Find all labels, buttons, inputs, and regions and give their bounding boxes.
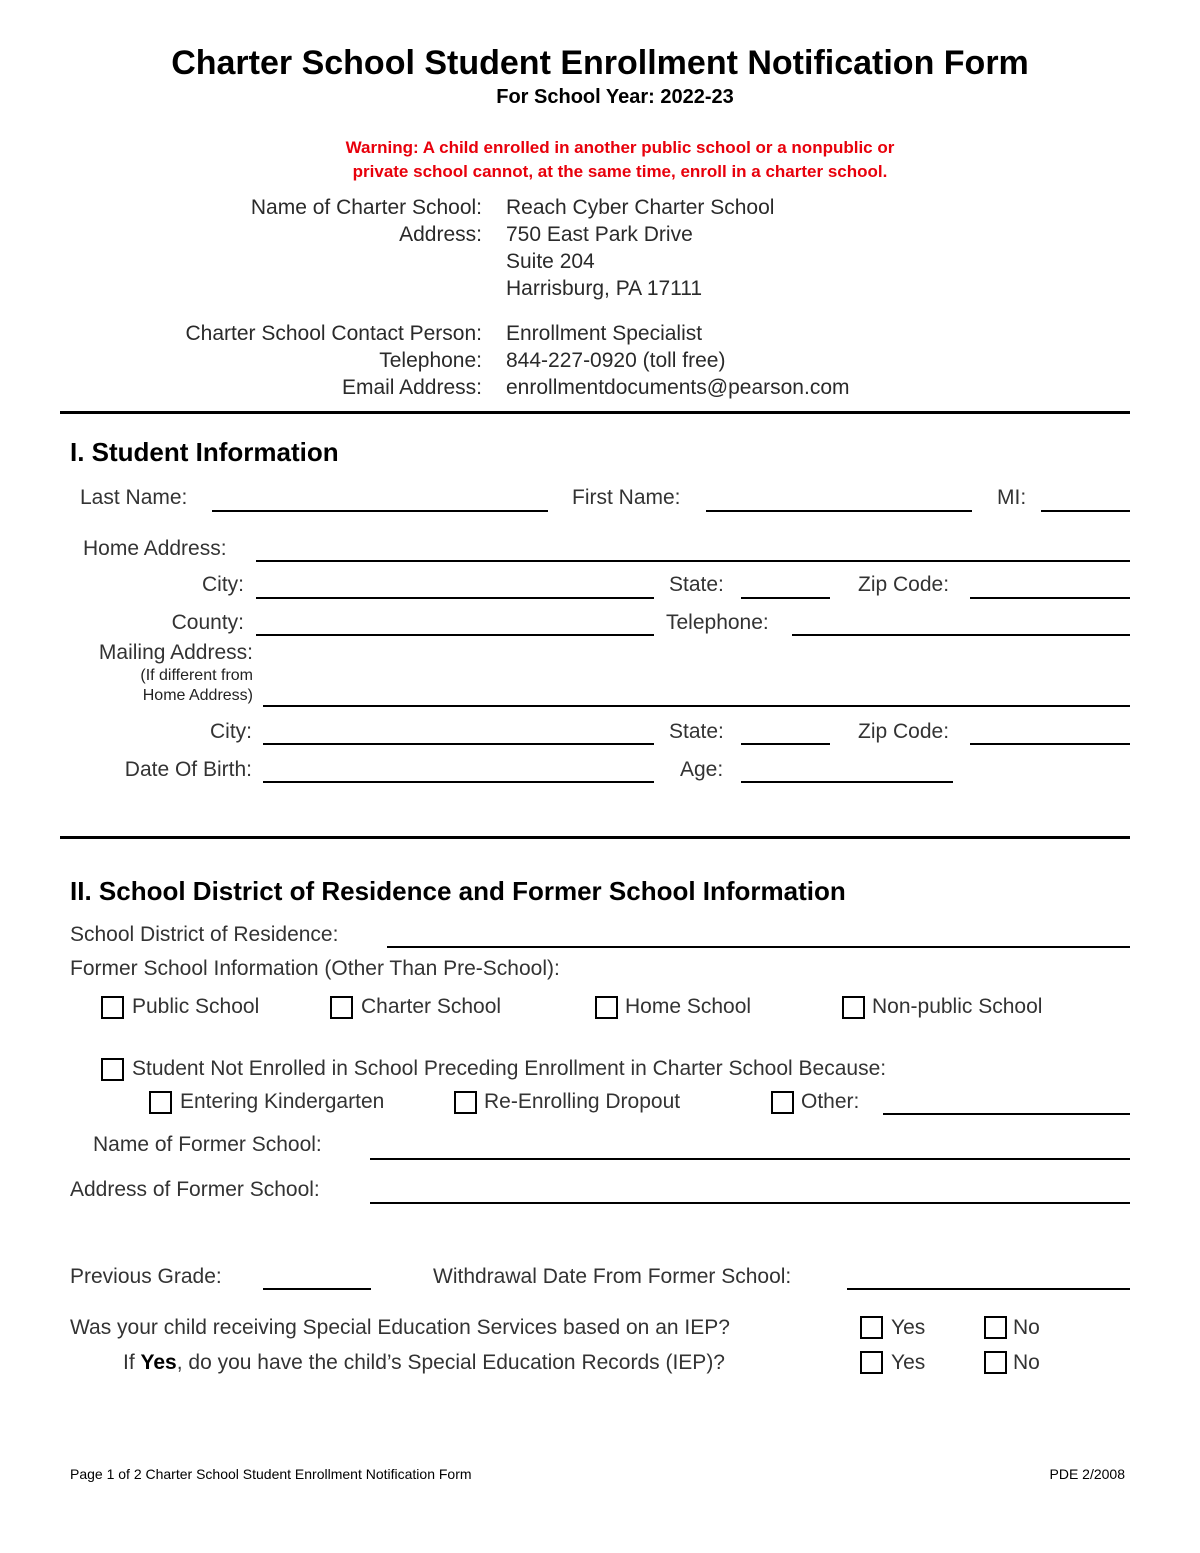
- kindergarten-label: Entering Kindergarten: [180, 1090, 385, 1113]
- records-question: [123, 1351, 725, 1375]
- county-field[interactable]: [256, 634, 654, 636]
- prev-grade-label: Previous Grade:: [70, 1265, 222, 1288]
- mailing-address-note: [140, 666, 253, 706]
- mailing-city-field[interactable]: [263, 743, 654, 745]
- records-prefix: If: [123, 1351, 141, 1374]
- address-line-1: 750 East Park Drive: [506, 223, 693, 246]
- form-title: Charter School Student Enrollment Notification Form: [171, 44, 1029, 82]
- telephone-label: Telephone:: [666, 611, 769, 634]
- state-label: State:: [669, 573, 724, 596]
- school-name-label: Name of Charter School:: [250, 196, 482, 219]
- phone-value: 844-227-0920 (toll free): [506, 349, 726, 372]
- school-name-value: Reach Cyber Charter School: [506, 196, 775, 219]
- divider-top: [60, 411, 1130, 414]
- records-yes-label: Yes: [891, 1351, 926, 1374]
- records-no-label: No: [1013, 1351, 1040, 1374]
- records-yes-checkbox[interactable]: [860, 1351, 883, 1374]
- district-field[interactable]: [387, 946, 1130, 948]
- warning-notice: [0, 136, 1200, 184]
- home-school-checkbox[interactable]: [595, 996, 618, 1019]
- mailing-address-field[interactable]: [263, 705, 1130, 707]
- city-field[interactable]: [256, 597, 654, 599]
- former-address-label: Address of Former School:: [70, 1178, 320, 1201]
- email-label: Email Address:: [341, 376, 482, 399]
- records-yes-emphasis: Yes: [140, 1351, 177, 1374]
- iep-yes-checkbox[interactable]: [860, 1316, 883, 1339]
- county-label: County:: [171, 611, 244, 634]
- city-label: City:: [202, 573, 244, 596]
- dob-label: Date Of Birth:: [124, 758, 252, 781]
- mi-label: MI:: [997, 486, 1027, 509]
- mailing-state-label: State:: [669, 720, 724, 743]
- home-address-field[interactable]: [256, 560, 1130, 562]
- withdrawal-label: Withdrawal Date From Former School:: [433, 1265, 792, 1288]
- school-year-subtitle: For School Year: 2022-23: [496, 86, 734, 108]
- mi-field[interactable]: [1041, 510, 1130, 512]
- kindergarten-checkbox[interactable]: [149, 1091, 172, 1114]
- mailing-note-line-2: Home Address): [142, 687, 253, 704]
- first-name-field[interactable]: [706, 510, 972, 512]
- other-checkbox[interactable]: [771, 1091, 794, 1114]
- mailing-note-line-1: (If different from: [140, 667, 253, 684]
- mailing-zip-label: Zip Code:: [858, 720, 950, 743]
- not-enrolled-checkbox[interactable]: [101, 1058, 124, 1081]
- zip-field[interactable]: [970, 597, 1130, 599]
- footer-form-code: PDE 2/2008: [1049, 1466, 1125, 1482]
- address-line-3: Harrisburg, PA 17111: [506, 277, 703, 300]
- address-label: Address:: [399, 223, 482, 246]
- telephone-field[interactable]: [792, 634, 1130, 636]
- contact-label: Charter School Contact Person:: [185, 322, 482, 345]
- records-no-checkbox[interactable]: [984, 1351, 1007, 1374]
- warning-line-2: private school cannot, at the same time, enroll in a charter school.: [352, 162, 888, 181]
- not-enrolled-label: Student Not Enrolled in School Preceding Enrollment in Charter School Because:: [132, 1057, 887, 1080]
- public-school-checkbox[interactable]: [101, 996, 124, 1019]
- mailing-city-label: City:: [210, 720, 252, 743]
- dropout-checkbox[interactable]: [454, 1091, 477, 1114]
- state-field[interactable]: [741, 597, 830, 599]
- charter-school-label: Charter School: [361, 995, 502, 1018]
- footer-page-info: Page 1 of 2 Charter School Student Enrollment Notification Form: [70, 1466, 472, 1482]
- zip-label: Zip Code:: [858, 573, 950, 596]
- district-label: School District of Residence:: [70, 923, 339, 946]
- charter-school-checkbox[interactable]: [330, 996, 353, 1019]
- prev-grade-field[interactable]: [263, 1288, 371, 1290]
- home-address-label: Home Address:: [83, 537, 227, 560]
- other-label: Other:: [801, 1090, 860, 1113]
- dob-field[interactable]: [263, 781, 654, 783]
- other-field[interactable]: [883, 1113, 1130, 1115]
- address-line-2: Suite 204: [506, 250, 595, 273]
- nonpublic-school-label: Non-public School: [872, 995, 1043, 1018]
- iep-question: Was your child receiving Special Education Services based on an IEP?: [70, 1316, 730, 1339]
- phone-label: Telephone:: [379, 349, 482, 372]
- former-info-label: Former School Information (Other Than Pre-School):: [70, 957, 560, 980]
- age-field[interactable]: [741, 781, 953, 783]
- records-rest: , do you have the child’s Special Education Records (IEP)?: [176, 1351, 725, 1374]
- contact-value: Enrollment Specialist: [506, 322, 703, 345]
- dropout-label: Re-Enrolling Dropout: [484, 1090, 681, 1113]
- iep-yes-label: Yes: [891, 1316, 926, 1339]
- section-2-heading: II. School District of Residence and Former School Information: [70, 876, 846, 906]
- mailing-state-field[interactable]: [741, 743, 830, 745]
- former-name-label: Name of Former School:: [93, 1133, 322, 1156]
- former-address-field[interactable]: [370, 1202, 1130, 1204]
- nonpublic-school-checkbox[interactable]: [842, 996, 865, 1019]
- section-1-heading: I. Student Information: [70, 437, 339, 467]
- mailing-zip-field[interactable]: [970, 743, 1130, 745]
- divider-middle: [60, 836, 1130, 839]
- mailing-address-label: Mailing Address:: [98, 641, 253, 664]
- former-name-field[interactable]: [370, 1158, 1130, 1160]
- last-name-label: Last Name:: [80, 486, 188, 509]
- last-name-field[interactable]: [212, 510, 548, 512]
- home-school-label: Home School: [625, 995, 752, 1018]
- email-value: enrollmentdocuments@pearson.com: [506, 376, 850, 399]
- iep-no-label: No: [1013, 1316, 1040, 1339]
- age-label: Age:: [680, 758, 724, 781]
- warning-line-1: Warning: A child enrolled in another public school or a nonpublic or: [345, 138, 895, 157]
- first-name-label: First Name:: [572, 486, 681, 509]
- public-school-label: Public School: [132, 995, 260, 1018]
- withdrawal-field[interactable]: [847, 1288, 1130, 1290]
- iep-no-checkbox[interactable]: [984, 1316, 1007, 1339]
